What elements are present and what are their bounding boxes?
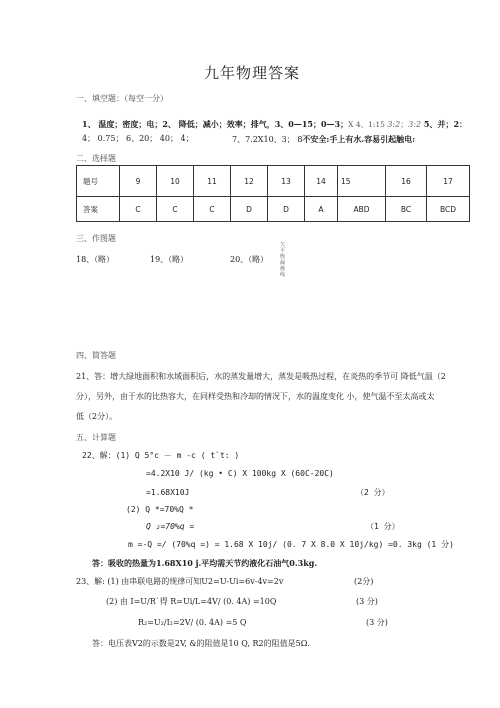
fill-in-line1-f: 5、并；2：: [421, 119, 468, 129]
q22-line-5: Q ₂=70%q =: [146, 522, 195, 531]
page-title: 九年物理答案: [204, 64, 301, 82]
table-row-answers: [77, 197, 470, 222]
q22-line-4: (2) Q *=70%Q *: [126, 505, 194, 514]
drawing-item-18: 18、（略）: [76, 255, 115, 264]
q22-line-3-score: （2 分）: [356, 488, 390, 497]
table-cell-answer: C: [194, 197, 231, 222]
fill-in-line1-text: 1、 温度；密度；电；2、 降低；减小；效率；排气，3、0—15；0—3；: [82, 119, 349, 129]
q22-line-3: =1.68X10J: [146, 488, 190, 497]
table-row-numbers: [77, 166, 470, 197]
section-drawing-heading: 三、作图题: [76, 234, 116, 243]
table-cell-number: 9: [120, 166, 157, 197]
table-cell-answer: D: [231, 197, 268, 222]
drawing-item-20: 20、（略）: [230, 255, 269, 264]
short-answer-line-3: 低（2分）。: [76, 412, 118, 421]
fill-in-answers-line-1: [82, 120, 467, 129]
q23-answer: 答：电压表V2的示数是2V, &的阻值是10 Q, R2的阻值是5Ω.: [92, 639, 310, 648]
short-answer-line-2: 分），另外，由于水的比热容大，在同样受热和冷却的情况下，水的温度变化 小，使气温不至太高或太: [76, 392, 435, 401]
table-cell-number: 15: [338, 166, 386, 197]
table-cell-number: 11: [194, 166, 231, 197]
q23-line-1: 23、解: (1) 由串联电路的规律可知U2=U-Ui=6v-4v=2v: [76, 577, 284, 586]
q23-line-1-score: (2分): [354, 577, 374, 586]
table-cell-number: 14: [305, 166, 338, 197]
q22-line-2: =4.2X10 J/ (kg • C) X 100kg X (60C-20C): [146, 469, 334, 478]
section-fill-in-heading: 一、填空题：（每空一分）: [76, 94, 168, 103]
fill-in-ratio-2: 3:2: [408, 120, 422, 129]
fill-in-ratio-1: 3:2: [387, 120, 401, 129]
table-cell-number: 16: [386, 166, 427, 197]
drawing-item-19: 19、（略）: [150, 255, 189, 264]
short-answer-line-1: 21、答：增大绿地面积和水域面积后，水的蒸发量增大，蒸发是吸热过程，在炎热的季节可 降低气温（2: [76, 372, 446, 381]
q22-answer: 答：吸收的热量为1.68X10 j.平均需天节约液化石油气0.3kg.: [92, 558, 318, 568]
table-cell-answer: BCD: [427, 197, 470, 222]
table-cell-number: 17: [427, 166, 470, 197]
table-answer-label: 答案: [77, 197, 120, 222]
table-cell-answer: C: [120, 197, 157, 222]
fill-in-line1-b: X 4、1:15: [348, 120, 388, 129]
table-cell-number: 13: [268, 166, 305, 197]
table-cell-answer: D: [268, 197, 305, 222]
section-choice-heading: 二、选择题: [76, 154, 116, 163]
fill-in-line2-a: 4； 0.75； 6、20； 40； 4；: [82, 134, 194, 143]
fill-in-sep: ；: [400, 120, 409, 129]
section-short-answer-heading: 四、简答题: [76, 351, 116, 360]
table-cell-answer: C: [157, 197, 194, 222]
answer-table: [76, 165, 470, 222]
table-cell-answer: BC: [386, 197, 427, 222]
table-cell-number: 10: [157, 166, 194, 197]
q22-line-1: 22、解：(1) Q 5°c － m -c ( t`t: ): [82, 451, 240, 460]
q23-line-2: (2) 由 I=U/R`得 R=Ui/L=4V/ (0. 4A) =10Q: [106, 597, 277, 606]
q23-line-3-score: (3 分): [366, 618, 388, 627]
section-calculation-heading: 五、计算题: [76, 433, 116, 442]
fill-in-answers-line-2: [82, 135, 194, 143]
q23-line-2-score: (3 分): [356, 597, 378, 606]
fill-in-line2-b: 7、7.2X10、3； 8: [232, 135, 303, 144]
table-header-label: 题号: [77, 166, 120, 197]
table-cell-answer: ABD: [338, 197, 386, 222]
vertical-side-note: 欠平衡漏操线: [280, 242, 286, 278]
q22-line-6: m =-Q =/ (70%q =) = 1.68 X 10j/ (0. 7 X 8.0 X 10j/kg) =0. 3kg (1 分): [128, 540, 454, 549]
table-cell-answer: A: [305, 197, 338, 222]
table-cell-number: 12: [231, 166, 268, 197]
fill-in-answers-line-2b: [232, 135, 415, 144]
q22-line-5-score: （1 分）: [366, 522, 400, 531]
q23-line-3: R₂=U₂/I₂=2V/ (0. 4A) =5 Q: [138, 618, 247, 627]
fill-in-line2-c: 不安全:手上有水.容易引起触电:: [302, 134, 416, 144]
